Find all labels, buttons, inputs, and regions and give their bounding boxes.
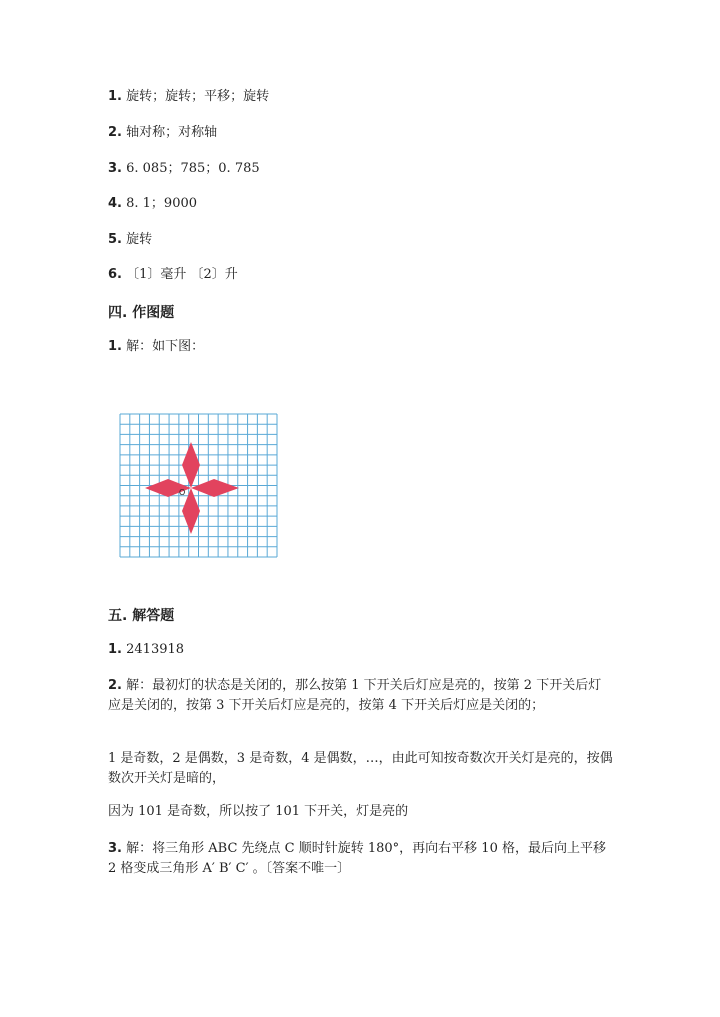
grid-figure bbox=[119, 413, 279, 559]
answer-line-4: 4. 8. 1；9000 bbox=[108, 196, 198, 211]
solution-2-paragraph-3: 因为 101 是奇数，所以按了 101 下开关，灯是亮的 bbox=[108, 804, 409, 819]
rhombus-top bbox=[182, 442, 200, 488]
drawing-answer-line: 1. 解：如下图： bbox=[108, 339, 205, 354]
solution-3-paragraph: 3. 解：将三角形 ABC 先绕点 C 顺时针旋转 180°，再向右平移 10 格，最后向上平移 2 格变成三角形 A′ B′ C′ 。〔答案不唯一〕 bbox=[108, 841, 606, 876]
answer-line-6: 6. 〔1〕毫升 〔2〕升 bbox=[108, 267, 238, 282]
solution-line-1: 1. 2413918 bbox=[108, 642, 185, 657]
answer-line-1: 1. 旋转；旋转；平移；旋转 bbox=[108, 89, 270, 104]
section-heading-solutions: 五. 解答题 bbox=[108, 608, 175, 624]
solution-2-paragraph-2: 1 是奇数，2 是偶数，3 是奇数，4 是偶数，…，由此可知按奇数次开关灯是亮的，按偶数次开关灯是暗的， bbox=[108, 751, 613, 786]
answer-line-3: 3. 6. 085；785；0. 785 bbox=[108, 161, 260, 176]
section-heading-drawing: 四. 作图题 bbox=[108, 305, 175, 321]
answer-line-5: 5. 旋转 bbox=[108, 232, 153, 247]
solution-2-paragraph-1: 2. 解：最初灯的状态是关闭的，那么按第 1 下开关后灯应是亮的，按第 2 下开关后灯应是关闭的，按第 3 下开关后灯应是亮的，按第 4 下开关后灯应是关闭的； bbox=[108, 678, 602, 713]
center-point-label: O bbox=[179, 488, 186, 497]
answer-line-2: 2. 轴对称；对称轴 bbox=[108, 125, 218, 140]
